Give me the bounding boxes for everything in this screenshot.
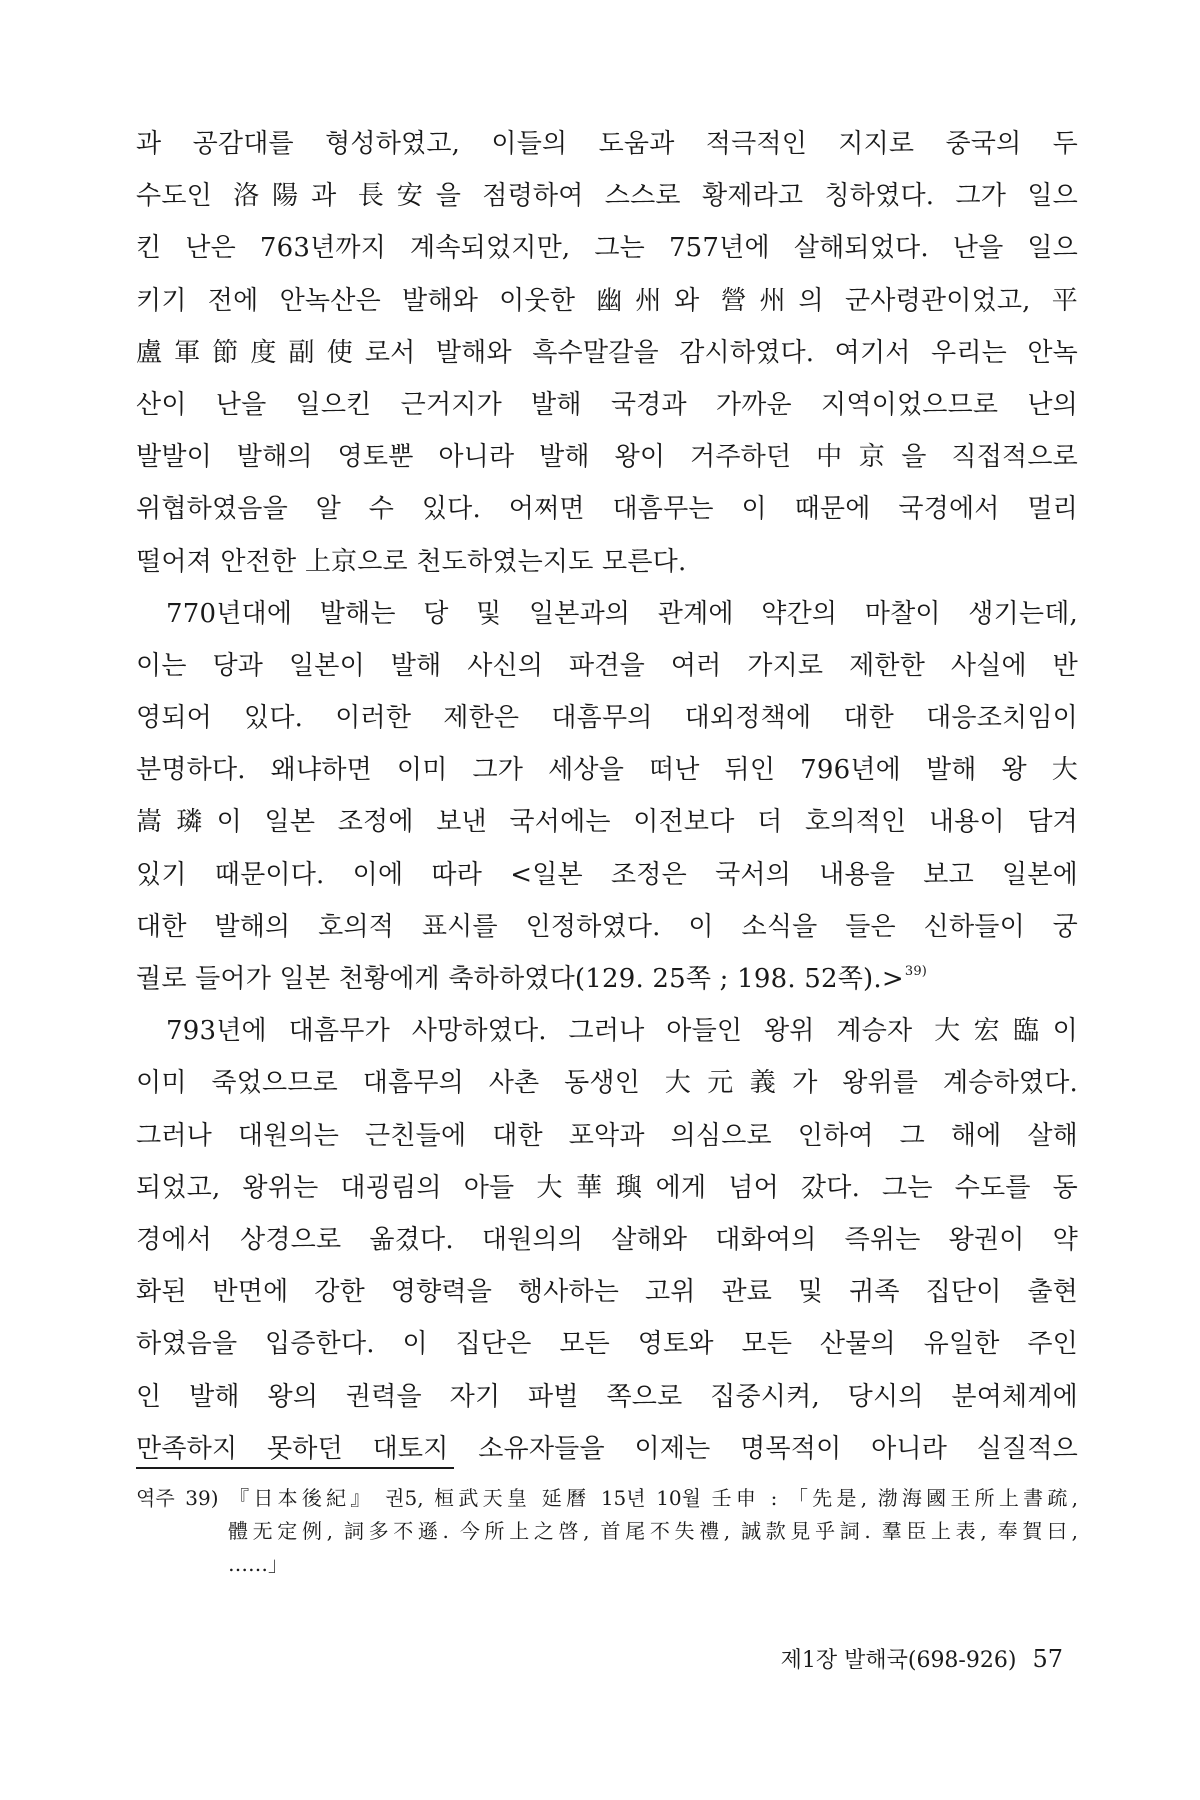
text-line: 영되어 있다. 이러한 제한은 대흠무의 대외정책에 대한 대응조치임이 [136,703,1078,734]
text-line: 위협하였음을 알 수 있다. 어쩌면 대흠무는 이 때문에 국경에서 멀리 [136,494,1078,525]
text-line: 盧軍節度副使로서 발해와 흑수말갈을 감시하였다. 여기서 우리는 안녹 [136,337,1078,368]
text-line: 발발이 발해의 영토뿐 아니라 발해 왕이 거주하던 中京을 직접적으로 [136,442,1078,473]
text-line: 킨 난은 763년까지 계속되었지만, 그는 757년에 살해되었다. 난을 일으 [136,233,1078,264]
footnote-divider [136,1467,454,1469]
text-line: 되었고, 왕위는 대굉림의 아들 大華璵에게 넘어 갔다. 그는 수도를 동 [136,1172,1078,1203]
text-line: 과 공감대를 형성하였고, 이들의 도움과 적극적인 지지로 중국의 두 [136,129,1078,159]
text-line-with-footnote-ref [136,953,1078,1005]
footnote-line: ……」 [228,1552,288,1576]
text-line: 嵩璘이 일본 조정에 보낸 국서에는 이전보다 더 호의적인 내용이 담겨 [136,807,1078,838]
text-line: 경에서 상경으로 옮겼다. 대원의의 살해와 대화여의 즉위는 왕권이 약 [136,1224,1078,1255]
text-line: 있기 때문이다. 이에 따라 <일본 조정은 국서의 내용을 보고 일본에 [136,859,1078,890]
chapter-title: 제1장 발해국(698-926) [780,1648,1017,1673]
text-line: 떨어져 안전한 上京으로 천도하였는지도 모른다. [136,546,687,577]
paragraph-start-line: 793년에 대흠무가 사망하였다. 그러나 아들인 왕위 계승자 大宏臨이 [166,1016,1078,1047]
text-line: 산이 난을 일으킨 근거지가 발해 국경과 가까운 지역이었으므로 난의 [136,389,1078,420]
text-line: 키기 전에 안녹산은 발해와 이웃한 幽州와 營州의 군사령관이었고, 平 [136,285,1078,316]
text-line: 수도인 洛陽과 長安을 점령하여 스스로 황제라고 칭하였다. 그가 일으 [136,181,1078,212]
page-number: 57 [1032,1645,1063,1673]
text-line: 인 발해 왕의 권력을 자기 파벌 쪽으로 집중시켜, 당시의 분여체계에 [136,1381,1078,1412]
text-line: 그러나 대원의는 근친들에 대한 포악과 의심으로 인하여 그 해에 살해 [136,1120,1078,1151]
body-text [136,118,1078,1475]
text-line: 대한 발해의 호의적 표시를 인정하였다. 이 소식을 들은 신하들이 궁 [136,911,1078,942]
text-line: 분명하다. 왜냐하면 이미 그가 세상을 떠난 뒤인 796년에 발해 왕 大 [136,755,1078,786]
text-line-content: 궐로 들어가 일본 천황에게 축하하였다(129. 25쪽 ; 198. 52쪽).> [136,964,904,994]
text-line: 이미 죽었으므로 대흠무의 사촌 동생인 大元義가 왕위를 계승하였다. [136,1068,1078,1099]
footnote-reference[interactable]: 39) [904,964,928,979]
running-footer [781,1643,1063,1674]
text-line: 화된 반면에 강한 영향력을 행사하는 고위 관료 및 귀족 집단이 출현 [136,1277,1078,1308]
footnote [136,1482,1078,1581]
footnote-line: 역주 39) 『日本後紀』 권5, 桓武天皇 延曆 15년 10월 壬申 : 「先是, 渤海國王所上書疏, [136,1486,1078,1510]
paragraph-start-line: 770년대에 발해는 당 및 일본과의 관계에 약간의 마찰이 생기는데, [166,598,1078,629]
text-line: 이는 당과 일본이 발해 사신의 파견을 여러 가지로 제한한 사실에 반 [136,650,1078,681]
text-line: 하였음을 입증한다. 이 집단은 모든 영토와 모든 산물의 유일한 주인 [136,1329,1078,1360]
footnote-line: 體无定例, 詞多不遜. 今所上之啓, 首尾不失禮, 誠款見乎詞. 羣臣上表, 奉賀曰, [228,1519,1078,1543]
text-line: 만족하지 못하던 대토지 소유자들을 이제는 명목적이 아니라 실질적으 [136,1433,1078,1464]
